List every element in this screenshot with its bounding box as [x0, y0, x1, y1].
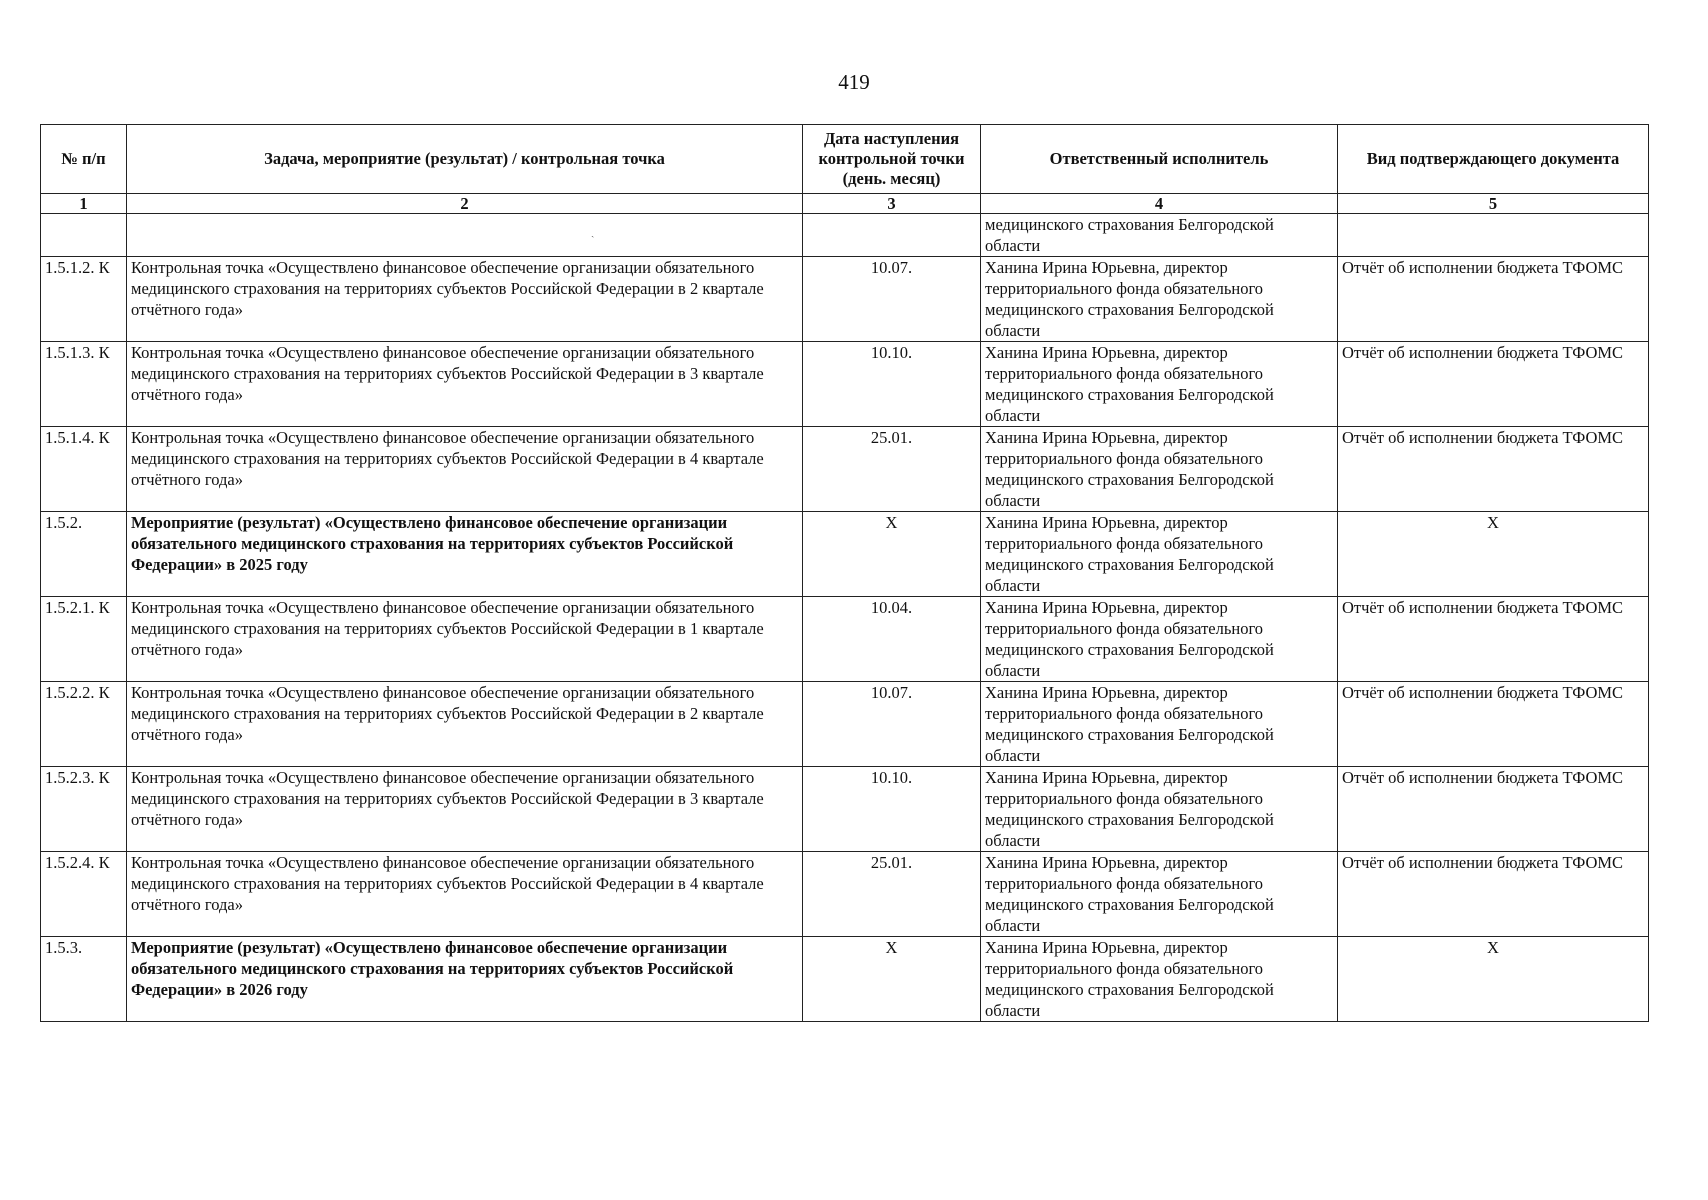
row-document: Отчёт об исполнении бюджета ТФОМС: [1338, 597, 1649, 682]
header-executor: Ответственный исполнитель: [981, 125, 1338, 194]
column-number: 3: [803, 194, 981, 214]
column-number: 1: [41, 194, 127, 214]
row-task: Контрольная точка «Осуществлено финансовое обеспечение организации обязательного медицинского страхования на территориях субъектов Российской Федерации в 4 квартале отчётного года»: [127, 427, 803, 512]
row-document: Отчёт об исполнении бюджета ТФОМС: [1338, 852, 1649, 937]
header-row: [41, 125, 1649, 194]
row-date: 10.04.: [803, 597, 981, 682]
table-row: [41, 257, 1649, 342]
header-date: Дата наступления контрольной точки (день. месяц): [803, 125, 981, 194]
row-executor: Ханина Ирина Юрьевна, директор территориального фонда обязательного медицинского страхования Белгородской области: [981, 257, 1338, 342]
row-document: X: [1338, 937, 1649, 1022]
row-document: Отчёт об исполнении бюджета ТФОМС: [1338, 427, 1649, 512]
row-task: Контрольная точка «Осуществлено финансовое обеспечение организации обязательного медицинского страхования на территориях субъектов Российской Федерации в 4 квартале отчётного года»: [127, 852, 803, 937]
header-num: № п/п: [41, 125, 127, 194]
row-document: Отчёт об исполнении бюджета ТФОМС: [1338, 342, 1649, 427]
row-executor: Ханина Ирина Юрьевна, директор территориального фонда обязательного медицинского страхования Белгородской области: [981, 427, 1338, 512]
row-num: 1.5.2.4. К: [41, 852, 127, 937]
row-task: Контрольная точка «Осуществлено финансовое обеспечение организации обязательного медицинского страхования на территориях субъектов Российской Федерации в 1 квартале отчётного года»: [127, 597, 803, 682]
row-task: Контрольная точка «Осуществлено финансовое обеспечение организации обязательного медицинского страхования на территориях субъектов Российской Федерации в 3 квартале отчётного года»: [127, 342, 803, 427]
row-num: 1.5.2.2. К: [41, 682, 127, 767]
table-row: [41, 767, 1649, 852]
column-number: 5: [1338, 194, 1649, 214]
row-task: Мероприятие (результат) «Осуществлено финансовое обеспечение организации обязательного медицинского страхования на территориях субъектов Российской Федерации» в 2026 году: [127, 937, 803, 1022]
table-row: [41, 512, 1649, 597]
row-date: 10.10.: [803, 342, 981, 427]
row-document: X: [1338, 512, 1649, 597]
row-date: 10.07.: [803, 682, 981, 767]
row-date: 10.10.: [803, 767, 981, 852]
column-number: 4: [981, 194, 1338, 214]
row-date: 10.07.: [803, 257, 981, 342]
row-document: [1338, 214, 1649, 257]
row-num: 1.5.1.4. К: [41, 427, 127, 512]
row-executor: Ханина Ирина Юрьевна, директор территориального фонда обязательного медицинского страхования Белгородской области: [981, 937, 1338, 1022]
row-num: 1.5.2.: [41, 512, 127, 597]
table-row: [41, 597, 1649, 682]
row-executor: Ханина Ирина Юрьевна, директор территориального фонда обязательного медицинского страхования Белгородской области: [981, 512, 1338, 597]
table-row: [41, 342, 1649, 427]
table-row: [41, 427, 1649, 512]
column-number-row: [41, 194, 1649, 214]
header-task: Задача, мероприятие (результат) / контрольная точка: [127, 125, 803, 194]
row-task: Контрольная точка «Осуществлено финансовое обеспечение организации обязательного медицинского страхования на территориях субъектов Российской Федерации в 2 квартале отчётного года»: [127, 257, 803, 342]
row-date: [803, 214, 981, 257]
row-num: 1.5.3.: [41, 937, 127, 1022]
row-executor: медицинского страхования Белгородской области: [981, 214, 1338, 257]
row-num: 1.5.2.1. К: [41, 597, 127, 682]
page-number: 419: [838, 70, 870, 94]
row-date: X: [803, 512, 981, 597]
row-date: 25.01.: [803, 852, 981, 937]
row-num: 1.5.1.2. К: [41, 257, 127, 342]
continuation-row: [41, 214, 1649, 257]
row-executor: Ханина Ирина Юрьевна, директор территориального фонда обязательного медицинского страхования Белгородской области: [981, 597, 1338, 682]
table-row: [41, 937, 1649, 1022]
row-num: [41, 214, 127, 257]
plan-table: [40, 124, 1649, 1022]
row-date: X: [803, 937, 981, 1022]
header-document: Вид подтверждающего документа: [1338, 125, 1649, 194]
row-document: Отчёт об исполнении бюджета ТФОМС: [1338, 682, 1649, 767]
row-task: Контрольная точка «Осуществлено финансовое обеспечение организации обязательного медицинского страхования на территориях субъектов Российской Федерации в 3 квартале отчётного года»: [127, 767, 803, 852]
row-num: 1.5.2.3. К: [41, 767, 127, 852]
scan-mark: ˏ: [591, 227, 595, 238]
row-task: Мероприятие (результат) «Осуществлено финансовое обеспечение организации обязательного медицинского страхования на территориях субъектов Российской Федерации» в 2025 году: [127, 512, 803, 597]
row-executor: Ханина Ирина Юрьевна, директор территориального фонда обязательного медицинского страхования Белгородской области: [981, 852, 1338, 937]
row-task: Контрольная точка «Осуществлено финансовое обеспечение организации обязательного медицинского страхования на территориях субъектов Российской Федерации в 2 квартале отчётного года»: [127, 682, 803, 767]
row-executor: Ханина Ирина Юрьевна, директор территориального фонда обязательного медицинского страхования Белгородской области: [981, 767, 1338, 852]
row-document: Отчёт об исполнении бюджета ТФОМС: [1338, 257, 1649, 342]
row-executor: Ханина Ирина Юрьевна, директор территориального фонда обязательного медицинского страхования Белгородской области: [981, 682, 1338, 767]
table-row: [41, 852, 1649, 937]
row-executor: Ханина Ирина Юрьевна, директор территориального фонда обязательного медицинского страхования Белгородской области: [981, 342, 1338, 427]
row-num: 1.5.1.3. К: [41, 342, 127, 427]
row-date: 25.01.: [803, 427, 981, 512]
column-number: 2: [127, 194, 803, 214]
row-document: Отчёт об исполнении бюджета ТФОМС: [1338, 767, 1649, 852]
table-row: [41, 682, 1649, 767]
row-task: [127, 214, 803, 257]
